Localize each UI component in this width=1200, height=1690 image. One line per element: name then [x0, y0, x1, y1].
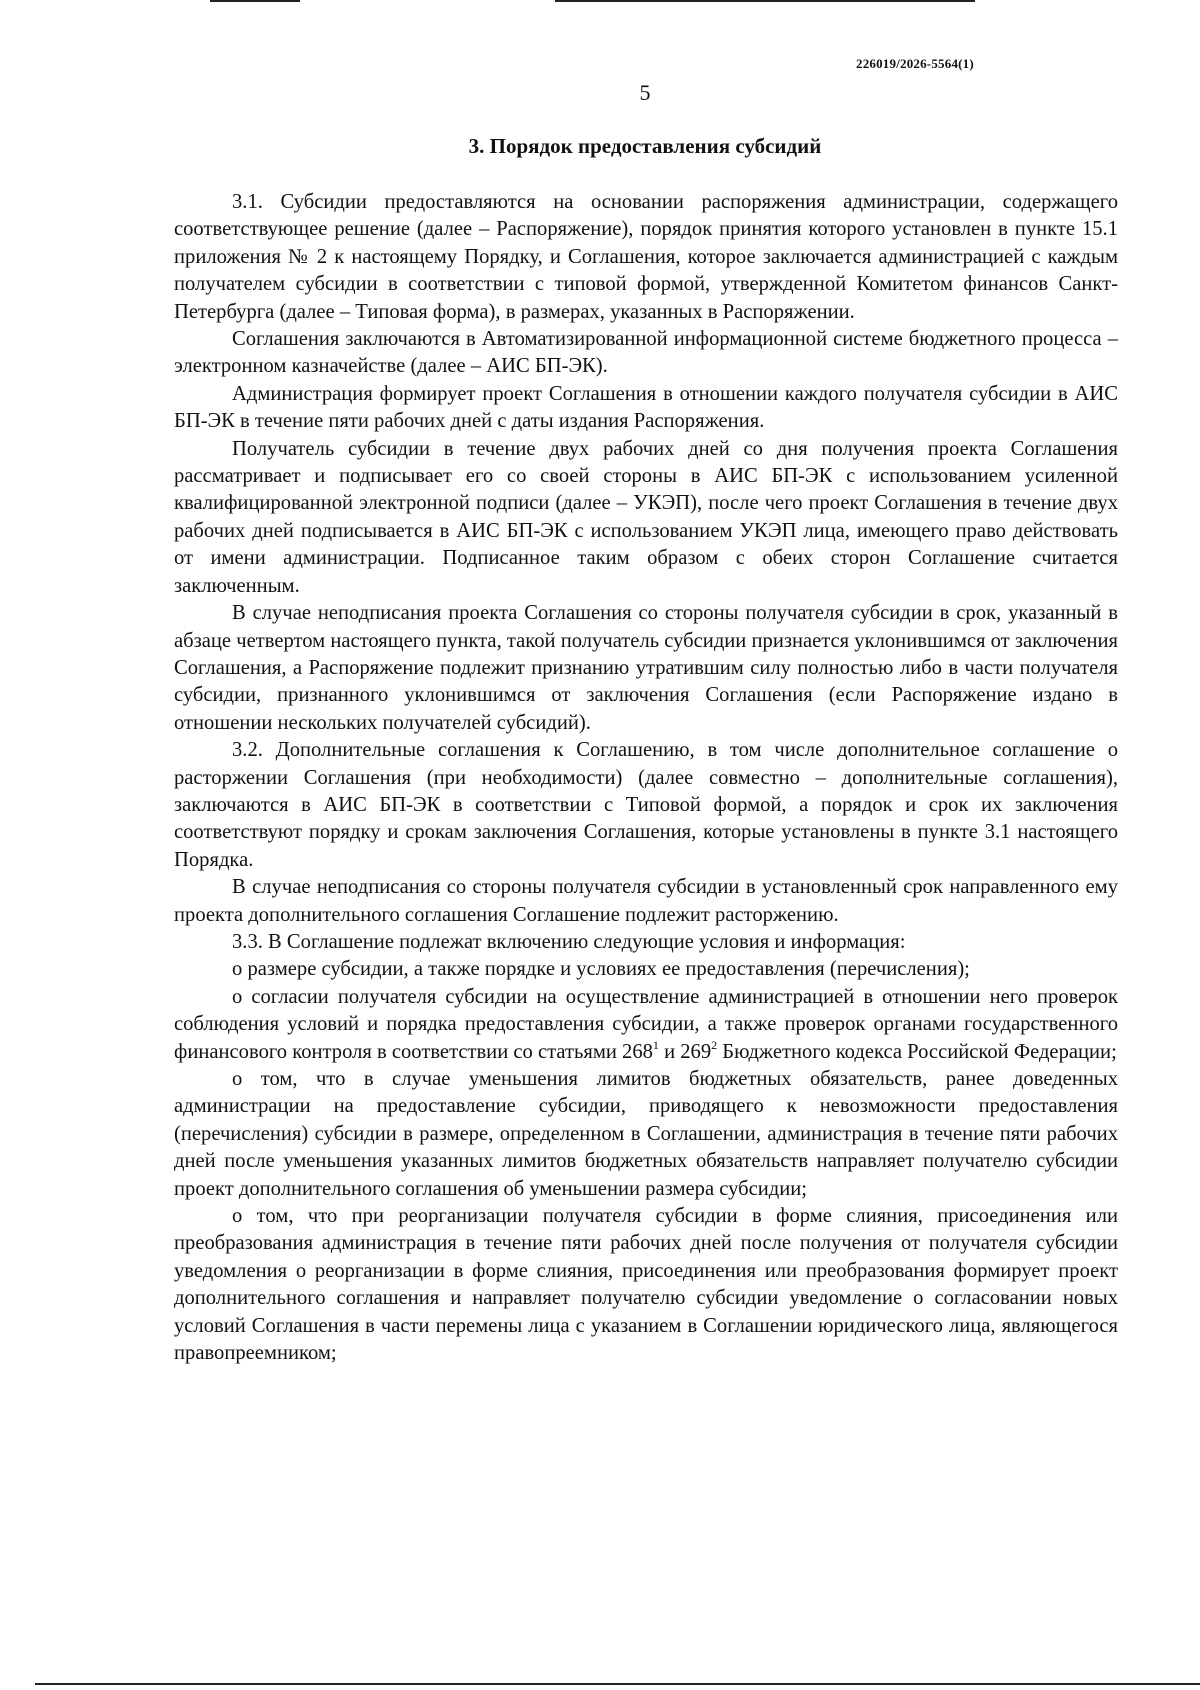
paragraph-agreements-ais: Соглашения заключаются в Автоматизированной информационной системе бюджетного процесса – электронном казначействе (далее – АИС БП-ЭК).: [174, 328, 1118, 378]
paragraph-control-consent: [174, 984, 1118, 1066]
control-text-after: Бюджетного кодекса Российской Федерации;: [717, 1040, 1117, 1063]
footnote-mark-1: 1: [652, 1037, 659, 1052]
paragraph-3-2: 3.2. Дополнительные соглашения к Соглашению, в том числе дополнительное соглашение о расторжении Соглашения (при необходимости) (далее совместно – дополнительные соглашения), заключаются в АИС БП-ЭК в соответствии с Типовой формой, а порядок и срок их заключения соответствуют порядку и срокам заключения Соглашения, которые установлены в пункте 3.1 настоящего Порядка.: [174, 739, 1118, 871]
document-number: 226019/2026-5564(1): [856, 56, 974, 71]
footnote-mark-2: 2: [711, 1037, 718, 1052]
control-text-before: о согласии получателя субсидии на осуществление администрацией в отношении него проверок соблюдения условий и порядка предоставления субсидии, а также проверок органами государственного финансового контроля в соответствии со статьями 268: [174, 985, 1118, 1063]
paragraph-limits-reduction: о том, что в случае уменьшения лимитов бюджетных обязательств, ранее доведенных администрации на предоставление субсидии, приводящего к невозможности предоставления (перечисления) субсидии в размере, определенном в Соглашении, администрация в течение пяти рабочих дней после уменьшения указанных лимитов бюджетных обязательств направляет получателю субсидии проект дополнительного соглашения об уменьшении размера субсидии;: [174, 1068, 1118, 1200]
document-body: [174, 189, 1118, 1367]
paragraph-subsidy-size: о размере субсидии, а также порядке и условиях ее предоставления (перечисления);: [232, 958, 970, 981]
control-text-mid: и 269: [658, 1040, 712, 1063]
scan-artifact-bottom: [35, 1683, 1200, 1685]
scan-artifact-top-left: [210, 0, 300, 2]
paragraph-administration-draft: Администрация формирует проект Соглашения в отношении каждого получателя субсидии в АИС БП-ЭК в течение пяти рабочих дней с даты издания Распоряжения.: [174, 382, 1118, 433]
page-number: 5: [639, 80, 651, 105]
paragraph-non-signing: В случае неподписания проекта Соглашения со стороны получателя субсидии в срок, указанный в абзаце четвертом настоящего пункта, такой получатель субсидии признается уклонившимся от заключения Соглашения, а Распоряжение подлежит признанию утратившим силу полностью либо в части получателя субсидии, признанного уклонившимся от заключения Соглашения (если Распоряжение издано в отношении нескольких получателей субсидий).: [174, 602, 1118, 734]
paragraph-recipient-signing: Получатель субсидии в течение двух рабочих дней со дня получения проекта Соглашения рассматривает и подписывает его со своей стороны в АИС БП-ЭК с использованием усиленной квалифицированной электронной подписи (далее – УКЭП), после чего проект Соглашения в течение двух рабочих дней подписывается в АИС БП-ЭК с использованием УКЭП лица, имеющего право действовать от имени администрации. Подписанное таким образом с обеих сторон Соглашение считается заключенным.: [174, 437, 1118, 597]
paragraph-3-3: 3.3. В Соглашение подлежат включению следующие условия и информация:: [232, 930, 906, 953]
section-title: 3. Порядок предоставления субсидий: [468, 134, 822, 158]
paragraph-termination: В случае неподписания со стороны получателя субсидии в установленный срок направленного ему проекта дополнительного соглашения Соглашение подлежит расторжению.: [174, 876, 1118, 926]
scan-artifact-top-right: [555, 0, 975, 2]
paragraph-3-1: 3.1. Субсидии предоставляются на основании распоряжения администрации, содержащего соответствующее решение (далее – Распоряжение), порядок принятия которого установлен в пункте 15.1 приложения № 2 к настоящему Порядку, и Соглашения, которое заключается администрацией с каждым получателем субсидии в соответствии с типовой формой, утвержденной Комитетом финансов Санкт-Петербурга (далее – Типовая форма), в размерах, указанных в Распоряжении.: [174, 191, 1118, 323]
paragraph-reorganization: о том, что при реорганизации получателя субсидии в форме слияния, присоединения или преобразования администрация в течение пяти рабочих дней после получения от получателя субсидии уведомления о реорганизации в форме слияния, присоединения или преобразования формирует проект дополнительного соглашения и направляет получателю субсидии уведомление о согласовании новых условий Соглашения в части перемены лица с указанием в Соглашении юридического лица, являющегося правопреемником;: [174, 1205, 1118, 1365]
